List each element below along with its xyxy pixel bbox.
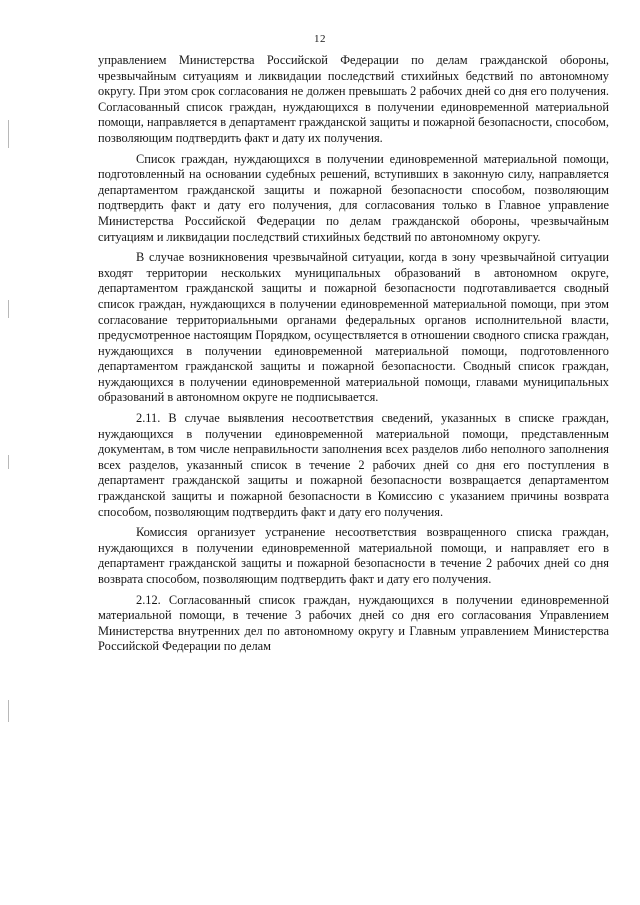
scan-artifact-mark	[8, 300, 9, 318]
paragraph-court-decisions-list: Список граждан, нуждающихся в получении единовременной материальной помощи, подготовленный на основании судебных решений, вступивших в законную силу, направляется департаментом гражданской защиты и пожарной безопасности способом, позволяющим подтвердить факт и дату его получения, для согласования только в Главное управление Министерства Российской Федерации по делам гражданской обороны, чрезвычайным ситуациям и ликвидации последствий стихийных бедствий по автономному округу.	[98, 151, 609, 244]
scan-artifact-mark	[8, 455, 9, 469]
document-body	[98, 53, 609, 660]
scan-artifact-mark	[8, 120, 9, 148]
paragraph-continuation: управлением Министерства Российской Федерации по делам гражданской обороны, чрезвычайным ситуациям и ликвидации последствий стихийных бедствий по автономному округу. При этом срок согласования не должен превышать 2 рабочих дней со дня его получения. Согласованный список граждан, нуждающихся в получении единовременной материальной помощи, направляется в департамент гражданской защиты и пожарной безопасности, способом, позволяющим подтвердить факт и дату их получения.	[98, 53, 609, 145]
page-number: 12	[314, 33, 326, 45]
scan-artifact-mark	[8, 700, 9, 722]
paragraph-commission-corrections: Комиссия организует устранение несоответствия возвращенного списка граждан, нуждающихся в получении единовременной материальной помощи, и направляет его в департамент гражданской защиты и пожарной безопасности в течение 2 рабочих дней со дня возврата способом, позволяющим подтвердить факт и дату его получения.	[98, 525, 609, 586]
paragraph-clause-2-11: 2.11. В случае выявления несоответствия сведений, указанных в списке граждан, нуждающихся в получении единовременной материальной помощи, представленным документам, в том числе неправильности заполнения всех разделов либо неполного заполнения всех разделов, указанный список в течение 2 рабочих дней со дня его поступления в департамент гражданской защиты и пожарной безопасности возвращается департаментом гражданской защиты и пожарной безопасности в Комиссию с указанием причины возврата способом, позволяющим подтвердить факт и дату его получения.	[98, 411, 609, 519]
paragraph-clause-2-12: 2.12. Согласованный список граждан, нуждающихся в получении единовременной материальной помощи, в течение 3 рабочих дней со дня его согласования Управлением Министерства внутренних дел по автономному округу и Главным управлением Министерства Российской Федерации по делам	[98, 592, 609, 654]
paragraph-emergency-consolidated-list: В случае возникновения чрезвычайной ситуации, когда в зону чрезвычайной ситуации входят территории нескольких муниципальных образований в автономном округе, департаментом гражданской защиты и пожарной безопасности подготавливается сводный список граждан, нуждающихся в получении единовременной материальной помощи, при этом согласование территориальными органами федеральных органов исполнительной власти, предусмотренное настоящим Порядком, осуществляется в отношении сводного списка граждан, нуждающихся в получении единовременной материальной помощи, подготовленного департаментом гражданской защиты и пожарной безопасности. Сводный список граждан, нуждающихся в получении единовременной материальной помощи, главами муниципальных образований в автономном округе не подписывается.	[98, 250, 609, 405]
